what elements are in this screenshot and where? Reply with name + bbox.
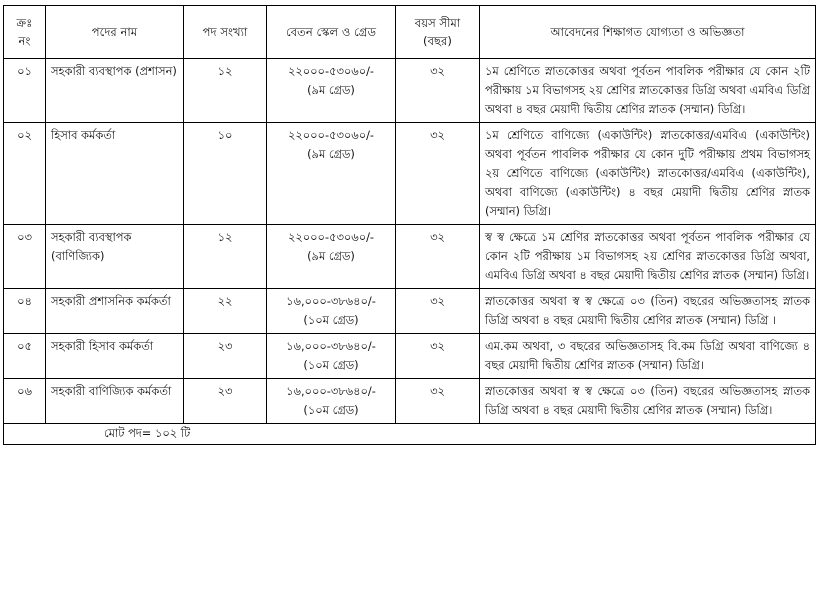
table-row (4, 123, 816, 225)
qualification-cell: এম.কম অথবা, ৩ বছরের অভিজ্ঞতাসহ বি.কম ডিগ্রি অথবা বাণিজ্যে ৪ বছর মেয়াদী দ্বিতীয় শ্রেণির স্নাতক (সম্মান) ডিগ্রি। (480, 334, 816, 379)
post-name-cell: সহকারী ব্যবস্থাপক (বাণিজ্যিক) (46, 225, 184, 289)
post-name-cell: সহকারী প্রশাসনিক কর্মকর্তা (46, 289, 184, 334)
age-limit-cell: ৩২ (396, 123, 480, 225)
post-name-cell: সহকারী ব্যবস্থাপক (প্রশাসন) (46, 59, 184, 123)
post-count-cell: ২২ (184, 289, 267, 334)
age-limit-cell: ৩২ (396, 289, 480, 334)
age-limit-cell: ৩২ (396, 225, 480, 289)
post-name-cell: হিসাব কর্মকর্তা (46, 123, 184, 225)
qualification-cell: স্নাতকোত্তর অথবা স্ব স্ব ক্ষেত্রে ০৩ (তিন) বছরের অভিজ্ঞতাসহ স্নাতক ডিগ্রি অথবা ৪ বছর মেয়াদী দ্বিতীয় শ্রেণির স্নাতক (সম্মান) ডিগ্রি । (480, 289, 816, 334)
pay-scale-cell (267, 289, 396, 334)
total-posts: মোট পদ= ১০২ টি (4, 424, 816, 445)
pay-scale-cell (267, 334, 396, 379)
serial-cell: ০৪ (4, 289, 46, 334)
post-count-cell: ২৩ (184, 334, 267, 379)
header-serial: ক্রঃ নং (4, 6, 46, 59)
grade-value: (১০ম গ্রেড) (303, 313, 359, 327)
header-post-name: পদের নাম (46, 6, 184, 59)
table-row (4, 334, 816, 379)
header-post-count: পদ সংখ্যা (184, 6, 267, 59)
age-limit-cell: ৩২ (396, 334, 480, 379)
grade-value: (১০ম গ্রেড) (303, 403, 359, 417)
pay-scale-value: ১৬,০০০-৩৮৬৪০/- (286, 294, 376, 308)
grade-value: (৯ম গ্রেড) (307, 249, 355, 263)
serial-cell: ০৩ (4, 225, 46, 289)
post-count-cell: ২৩ (184, 379, 267, 424)
serial-cell: ০৫ (4, 334, 46, 379)
post-count-cell: ১০ (184, 123, 267, 225)
post-name-cell: সহকারী হিসাব কর্মকর্তা (46, 334, 184, 379)
header-qualification: আবেদনের শিক্ষাগত যোগ্যতা ও অভিজ্ঞতা (480, 6, 816, 59)
qualification-cell: স্নাতকোত্তর অথবা স্ব স্ব ক্ষেত্রে ০৩ (তিন) বছরের অভিজ্ঞতাসহ স্নাতক ডিগ্রি অথবা ৪ বছর মেয়াদী দ্বিতীয় শ্রেণির স্নাতক (সম্মান) ডিগ্রি। (480, 379, 816, 424)
pay-scale-value: ২২০০০-৫৩০৬০/- (287, 128, 375, 142)
age-limit-cell: ৩২ (396, 59, 480, 123)
grade-value: (৯ম গ্রেড) (307, 83, 355, 97)
table-row (4, 289, 816, 334)
pay-scale-value: ২২০০০-৫৩০৬০/- (287, 64, 375, 78)
grade-value: (৯ম গ্রেড) (307, 147, 355, 161)
qualification-cell: ১ম শ্রেণিতে স্নাতকোত্তর অথবা পূর্বতন পাবলিক পরীক্ষার যে কোন ২টি পরীক্ষায় ১ম বিভাগসহ ২য় শ্রেণির স্নাতকোত্তর ডিগ্রি অথবা এমবিএ ডিগ্রি অথবা ৪ বছর মেয়াদী দ্বিতীয় শ্রেণির স্নাতক (সম্মান) ডিগ্রি। (480, 59, 816, 123)
job-posts-table (3, 5, 816, 445)
table-row (4, 225, 816, 289)
age-limit-cell: ৩২ (396, 379, 480, 424)
header-row (4, 6, 816, 59)
table-row (4, 379, 816, 424)
total-row (4, 424, 816, 445)
pay-scale-value: ১৬,০০০-৩৮৬৪০/- (286, 384, 376, 398)
pay-scale-value: ১৬,০০০-৩৮৬৪০/- (286, 339, 376, 353)
post-count-cell: ১২ (184, 59, 267, 123)
serial-cell: ০৬ (4, 379, 46, 424)
table-row (4, 59, 816, 123)
grade-value: (১০ম গ্রেড) (303, 358, 359, 372)
header-age-limit: বয়স সীমা (বছর) (396, 6, 480, 59)
pay-scale-cell (267, 59, 396, 123)
serial-cell: ০২ (4, 123, 46, 225)
post-count-cell: ১২ (184, 225, 267, 289)
pay-scale-cell (267, 123, 396, 225)
pay-scale-cell (267, 379, 396, 424)
serial-cell: ০১ (4, 59, 46, 123)
qualification-cell: ১ম শ্রেণিতে বাণিজ্যে (একাউন্টিং) স্নাতকোত্তর/এমবিএ (একাউন্টিং) অথবা পূর্বতন পাবলিক পরীক্ষার যে কোন দুটি পরীক্ষায় প্রথম বিভাগসহ ২য় শ্রেণিতে বাণিজ্যে (একাউন্টিং) স্নাতকোত্তর/এমবিএ (একাউন্টিং), অথবা বাণিজ্যে (একাউন্টিং) ৪ বছর মেয়াদী দ্বিতীয় শ্রেণির স্নাতক (সম্মান) ডিগ্রি। (480, 123, 816, 225)
header-pay-scale: বেতন স্কেল ও গ্রেড (267, 6, 396, 59)
post-name-cell: সহকারী বাণিজ্যিক কর্মকর্তা (46, 379, 184, 424)
pay-scale-value: ২২০০০-৫৩০৬০/- (287, 230, 375, 244)
qualification-cell: স্ব স্ব ক্ষেত্রে ১ম শ্রেণির স্নাতকোত্তর অথবা পূর্বতন পাবলিক পরীক্ষার যে কোন ২টি পরীক্ষায় ১ম বিভাগসহ ২য় শ্রেণির স্নাতকোত্তর ডিগ্রি অথবা, এমবিএ ডিগ্রি অথবা ৪ বছর মেয়াদী দ্বিতীয় শ্রেণির স্নাতক (সম্মান) ডিগ্রি। (480, 225, 816, 289)
pay-scale-cell (267, 225, 396, 289)
